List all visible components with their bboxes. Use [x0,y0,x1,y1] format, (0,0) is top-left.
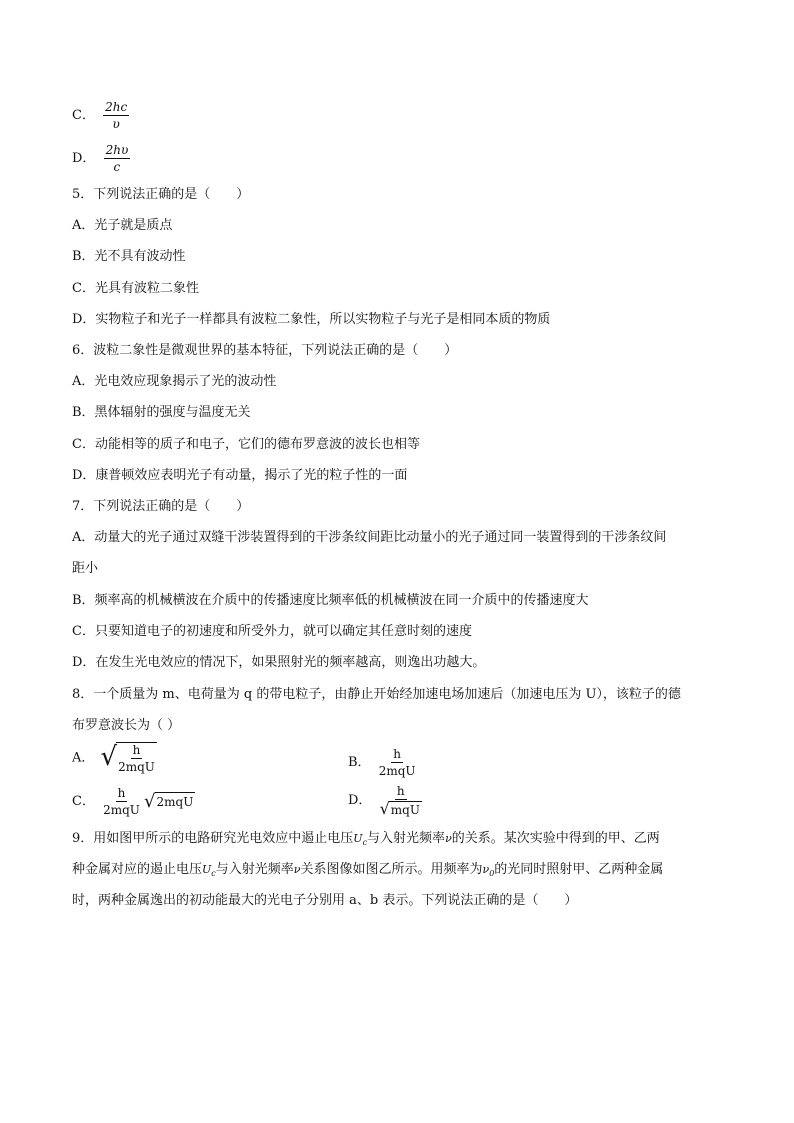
q6-option-c: C．动能相等的质子和电子，它们的德布罗意波的波长也相等 [72,437,420,452]
q8-stem-line-2: 布罗意波长为（ ） [72,718,181,733]
text: 与入射光频率 [215,862,294,877]
numerator: h [393,747,401,761]
numerator: 2hc [105,100,128,114]
q5-stem: 5．下列说法正确的是（ ） [72,187,250,202]
q9-stem-line-3: 时，两种金属逸出的初动能最大的光电子分别用 a、b 表示。下列说法正确的是（ ） [72,893,578,908]
denominator: υ [112,117,120,131]
q7-option-c: C．只要知道电子的初速度和所受外力，就可以确定其任意时刻的速度 [72,624,472,639]
text: 关系图像如图乙所示。用频率为 [300,862,483,877]
symbol-text: U [353,832,363,845]
q6-option-d: D．康普顿效应表明光子有动量，揭示了光的粒子性的一面 [72,468,408,483]
radical-sign: √ [379,799,390,818]
radicand: 2mqU [155,792,196,812]
radical-sign: √ [100,742,118,772]
radicand [116,742,157,774]
option-label: A． [72,750,95,766]
symbol-nu: ν [293,863,301,876]
option-label: B． [348,755,371,770]
q7-option-a-continued: 距小 [72,561,99,576]
denominator: 2mqU [118,760,155,774]
subscript: c [362,838,368,848]
text: 的关系。某次实验中得到的甲、乙两 [451,831,660,846]
option-label: C． [72,794,95,809]
denominator [380,800,422,817]
symbol-text: ν [482,863,490,876]
radical-sign: √ [144,790,156,812]
q6-option-b: B．黑体辐射的强度与温度无关 [72,405,251,420]
denominator: 2mqU [378,764,416,778]
text: 种金属对应的遏止电压 [72,862,203,877]
denominator: c [113,160,121,174]
q6-stem: 6．波粒二象性是微观世界的基本特征，下列说法正确的是（ ） [72,343,458,358]
option-label: D． [72,151,96,166]
square-root [101,742,157,774]
q7-option-b: B．频率高的机械横波在介质中的传播速度比频率低的机械横波在同一介质中的传播速度大 [72,593,589,608]
subscript: c [211,869,216,879]
q5-option-b: B．光不具有波动性 [72,249,186,264]
square-root [144,792,195,812]
q7-stem: 7．下列说法正确的是（ ） [72,499,250,514]
symbol-nu: ν [445,832,452,845]
q7-option-d: D．在发生光电效应的情况下，如果照射光的频率越高，则逸出功越大。 [72,655,486,670]
square-root [380,801,422,817]
numerator: h [117,786,126,800]
fraction [103,786,140,817]
numerator: 2hυ [105,143,129,157]
q5-option-a: A．光子就是质点 [72,218,173,233]
symbol-uc [353,832,368,848]
text: 的光同时照射甲、乙两种金属 [494,862,664,877]
q8-option-d [348,784,422,817]
denominator: 2mqU [103,803,140,817]
q6-option-a: A．光电效应现象揭示了光的波动性 [72,374,277,389]
q4-option-d [72,143,130,174]
option-label: D． [348,793,372,808]
q9-stem-line-1 [72,831,660,851]
symbol-text: U [202,863,212,876]
fraction [103,100,129,131]
q5-option-d: D．实物粒子和光子一样都具有波粒二象性，所以实物粒子与光子是相同本质的物质 [72,312,551,327]
text: 与入射光频率 [367,831,446,846]
numerator: h [132,743,141,757]
symbol-uc [202,863,216,879]
q8-option-b [348,747,416,778]
subscript: 0 [489,869,495,879]
q5-option-c: C．光具有波粒二象性 [72,281,199,296]
fraction [379,747,416,778]
radicand: mqU [390,802,420,817]
fraction [380,784,422,817]
option-label: C． [72,108,95,123]
symbol-nu0 [482,863,495,879]
q8-option-c [72,786,195,817]
q4-option-c [72,100,129,131]
numerator: h [396,784,405,798]
fraction [104,143,131,174]
q7-option-a: A．动量大的光子通过双缝干涉装置得到的干涉条纹间距比动量小的光子通过同一装置得到的干涉条纹间 [72,530,667,545]
fraction [118,743,155,774]
text: 9．用如图甲所示的电路研究光电效应中遏止电压 [72,831,354,846]
q8-stem-line-1: 8．一个质量为 m、电荷量为 q 的带电粒子，由静止开始经加速电场加速后（加速电压为 U），该粒子的德 [72,687,681,702]
q9-stem-line-2 [72,862,663,882]
q8-option-a [72,742,157,774]
